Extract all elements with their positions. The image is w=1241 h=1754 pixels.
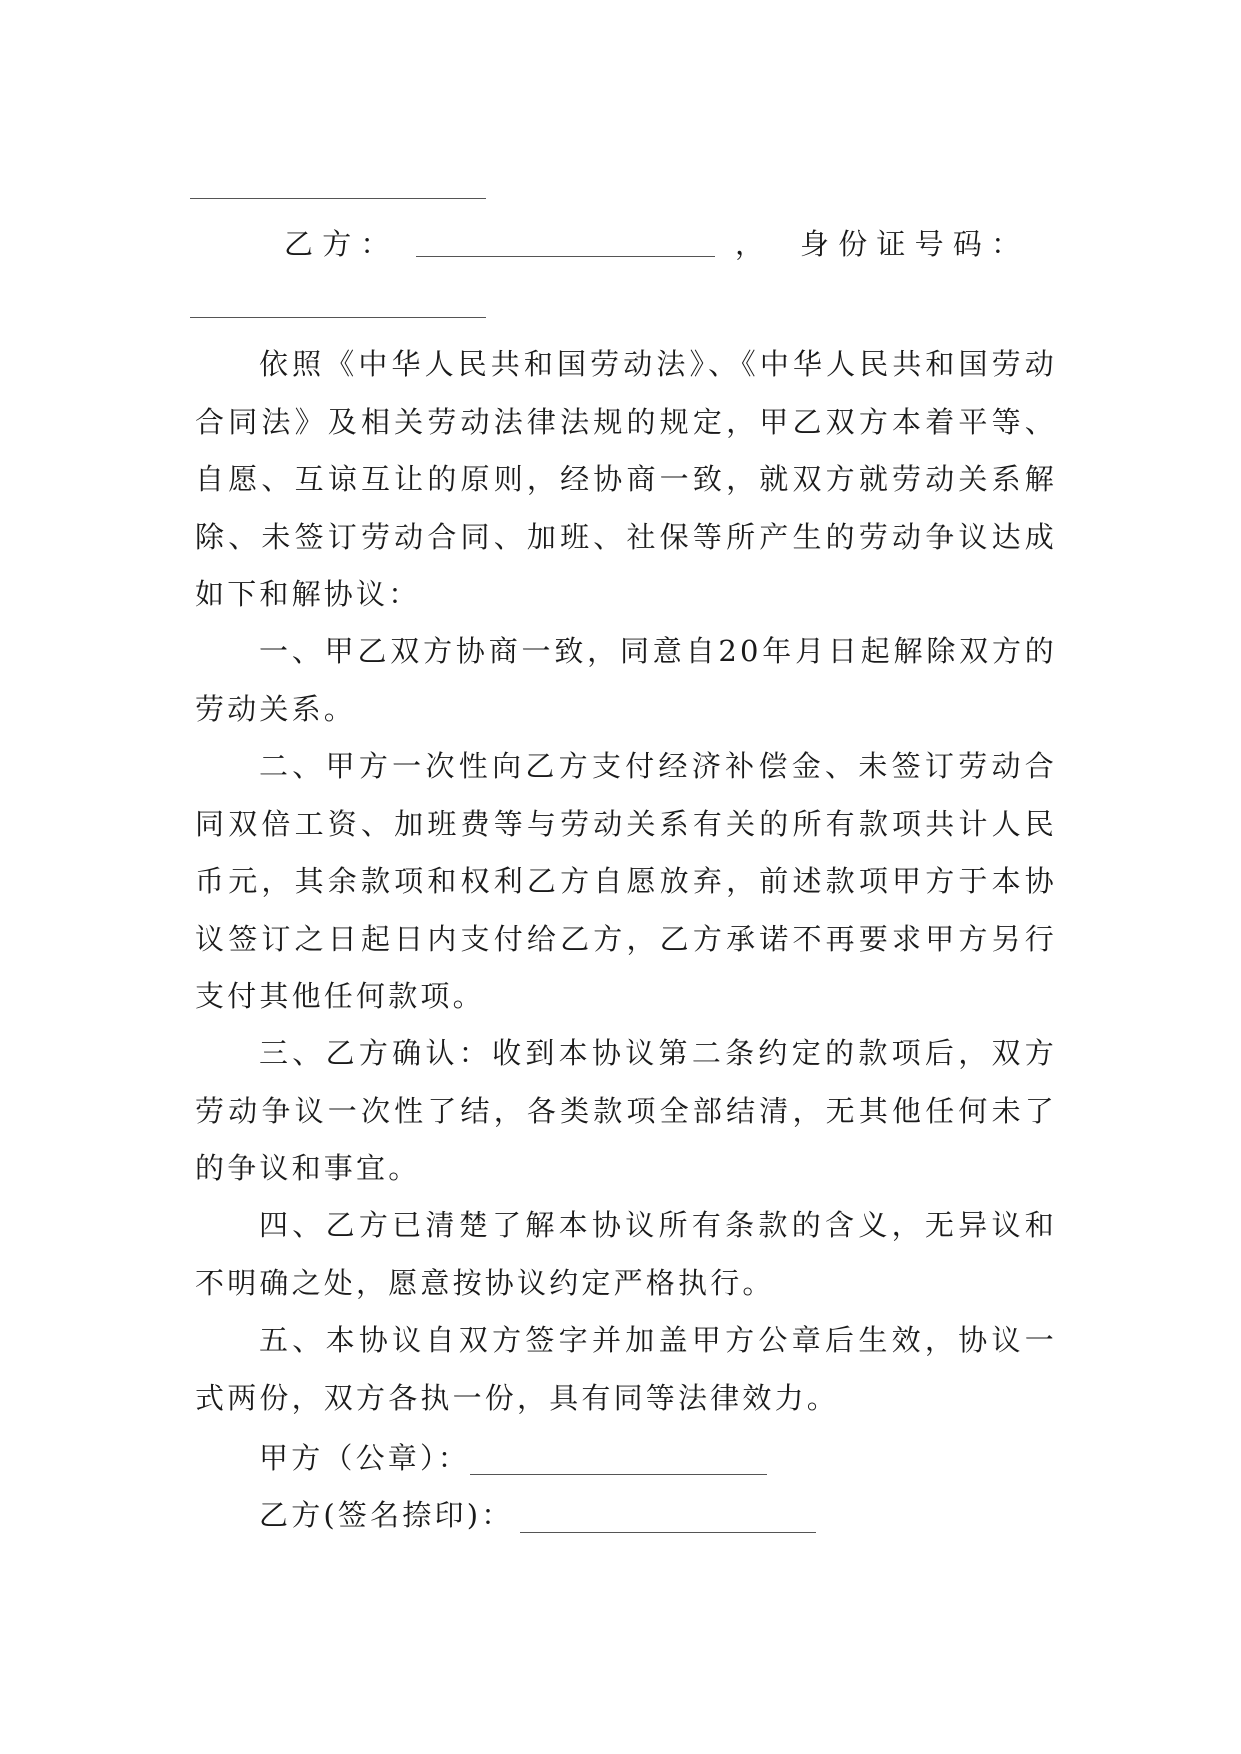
clause-3: 三、乙方确认：收到本协议第二条约定的款项后，双方劳动争议一次性了结，各类款项全部结清，无其他任何未了的争议和事宜。 (195, 1036, 1057, 1185)
intro-paragraph: 依照《中华人民共和国劳动法》、《中华人民共和国劳动合同法》及相关劳动法律法规的规定，甲乙双方本着平等、自愿、互谅互让的原则，经协商一致，就双方就劳动关系解除、未签订劳动合同、加班、社保等所产生的劳动争议达成如下和解协议： (195, 347, 1057, 611)
top-blank-line (190, 198, 486, 199)
party-b-label: 乙 方 ： (284, 227, 390, 261)
party-a-seal-label: 甲方（公章）： (259, 1441, 470, 1475)
clause-1: 一、甲乙双方协商一致，同意自20年月日起解除双方的劳动关系。 (195, 634, 1057, 726)
comma: ， (735, 227, 765, 261)
party-a-seal-blank[interactable] (470, 1474, 767, 1475)
clause-5: 五、本协议自双方签字并加盖甲方公章后生效，协议一式两份，双方各执一份，具有同等法律效力。 (195, 1323, 1057, 1415)
clause-4: 四、乙方已清楚了解本协议所有条款的含义，无异议和不明确之处，愿意按协议约定严格执行。 (195, 1208, 1057, 1300)
party-b-name-blank[interactable] (416, 256, 715, 257)
party-a-signature-row (259, 1436, 470, 1480)
party-b-sign-blank[interactable] (520, 1532, 816, 1533)
id-number-blank[interactable] (190, 317, 486, 318)
party-b-sign-label: 乙方(签名捺印)： (259, 1498, 514, 1532)
party-b-row (195, 222, 1057, 266)
party-b-signature-row (259, 1493, 513, 1537)
id-number-label: 身 份 证 号 码 ： (800, 227, 1021, 261)
clause-2: 二、甲方一次性向乙方支付经济补偿金、未签订劳动合同双倍工资、加班费等与劳动关系有关的所有款项共计人民币元，其余款项和权利乙方自愿放弃，前述款项甲方于本协议签订之日起日内支付给乙方，乙方承诺不再要求甲方另行支付其他任何款项。 (195, 749, 1057, 1013)
